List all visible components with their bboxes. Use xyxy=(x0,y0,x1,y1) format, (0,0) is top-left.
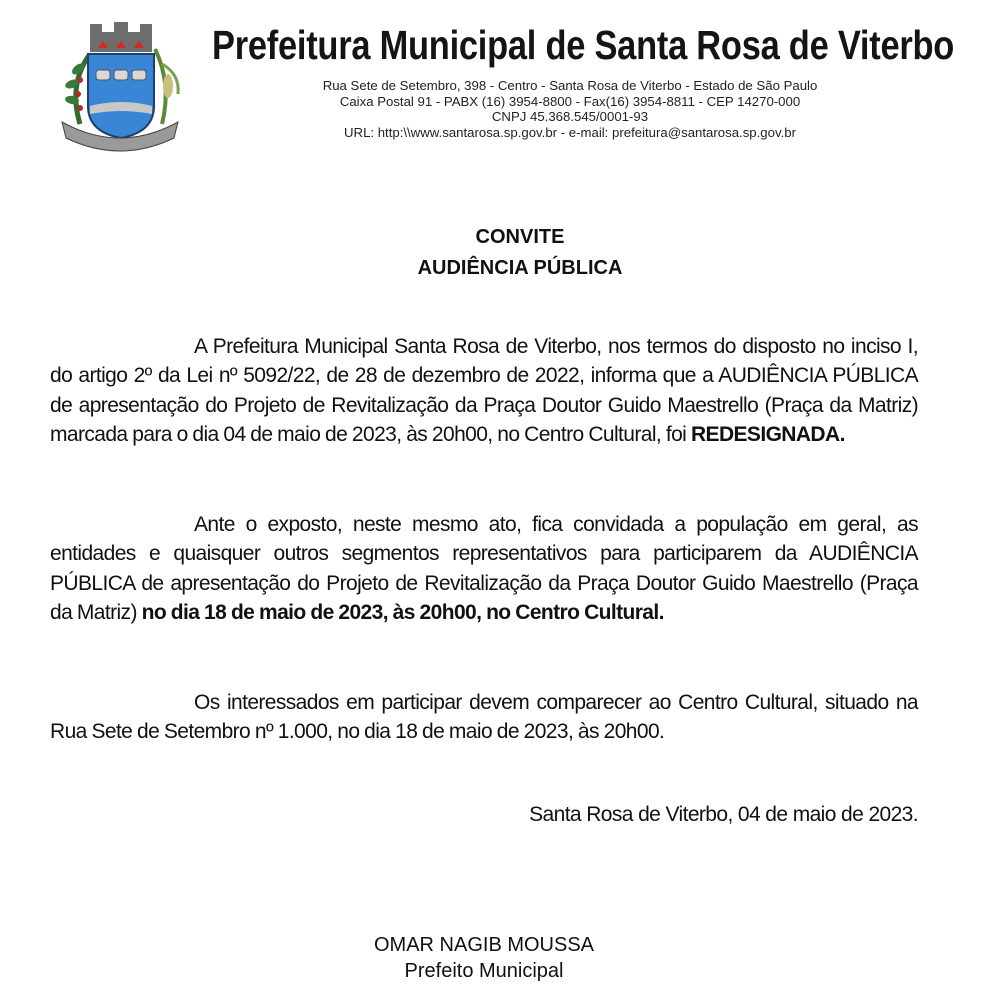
letterhead-contact xyxy=(270,78,870,140)
signatory-title: Prefeito Municipal xyxy=(404,960,564,982)
document-heading xyxy=(0,222,1000,284)
signatory-name: OMAR NAGIB MOUSSA xyxy=(373,934,595,956)
paragraph-1 xyxy=(50,332,918,450)
address-line: Rua Sete de Setembro, 398 - Centro - Santa Rosa de Viterbo - Estado de São Paulo xyxy=(322,78,818,93)
paragraph-2-text: Ante o exposto, neste mesmo ato, fica convidada a população em geral, as entidades e quaisquer outros segmentos representativos para participarem da AUDIÊNCIA PÚBLICA de apresentação do Projeto de Revitalização da Praça Doutor Guido Maestrello (Praça da Matriz) xyxy=(50,513,918,625)
organization-name: Prefeitura Municipal de Santa Rosa de Viterbo xyxy=(212,22,955,68)
signature-block xyxy=(0,932,968,984)
phone-line: Caixa Postal 91 - PABX (16) 3954-8800 - Fax(16) 3954-8811 - CEP 14270-000 xyxy=(339,93,801,109)
paragraph-2 xyxy=(50,510,918,628)
cnpj-line: CNPJ 45.368.545/0001-93 xyxy=(491,109,649,124)
document-subtitle: AUDIÊNCIA PÚBLICA xyxy=(417,257,623,279)
paragraph-3-text: Os interessados em participar devem comparecer ao Centro Cultural, situado na Rua Sete de Setembro nº 1.000, no dia 18 de maio de 2023, às 20h00. xyxy=(50,691,918,744)
document-title: CONVITE xyxy=(475,226,565,248)
paragraph-3 xyxy=(50,688,918,747)
place-date: Santa Rosa de Viterbo, 04 de maio de 2023. xyxy=(529,803,918,826)
paragraph-1-bold: REDESIGNADA. xyxy=(690,423,845,447)
url-email-line: URL: http:\\www.santarosa.sp.gov.br - e-mail: prefeitura@santarosa.sp.gov.br xyxy=(344,124,796,140)
paragraph-2-bold: no dia 18 de maio de 2023, às 20h00, no Centro Cultural. xyxy=(141,601,664,625)
coat-of-arms-logo xyxy=(50,14,190,154)
paragraph-1-text: A Prefeitura Municipal Santa Rosa de Viterbo, nos termos do disposto no inciso I, do artigo 2º da Lei nº 5092/22, de 28 de dezembro de 2022, informa que a AUDIÊNCIA PÚBLICA de apresentação do Projeto de Revitalização da Praça Doutor Guido Maestrello (Praça da Matriz) marcada para o dia 04 de maio de 2023, às 20h00, no Centro Cultural, foi xyxy=(50,335,918,447)
